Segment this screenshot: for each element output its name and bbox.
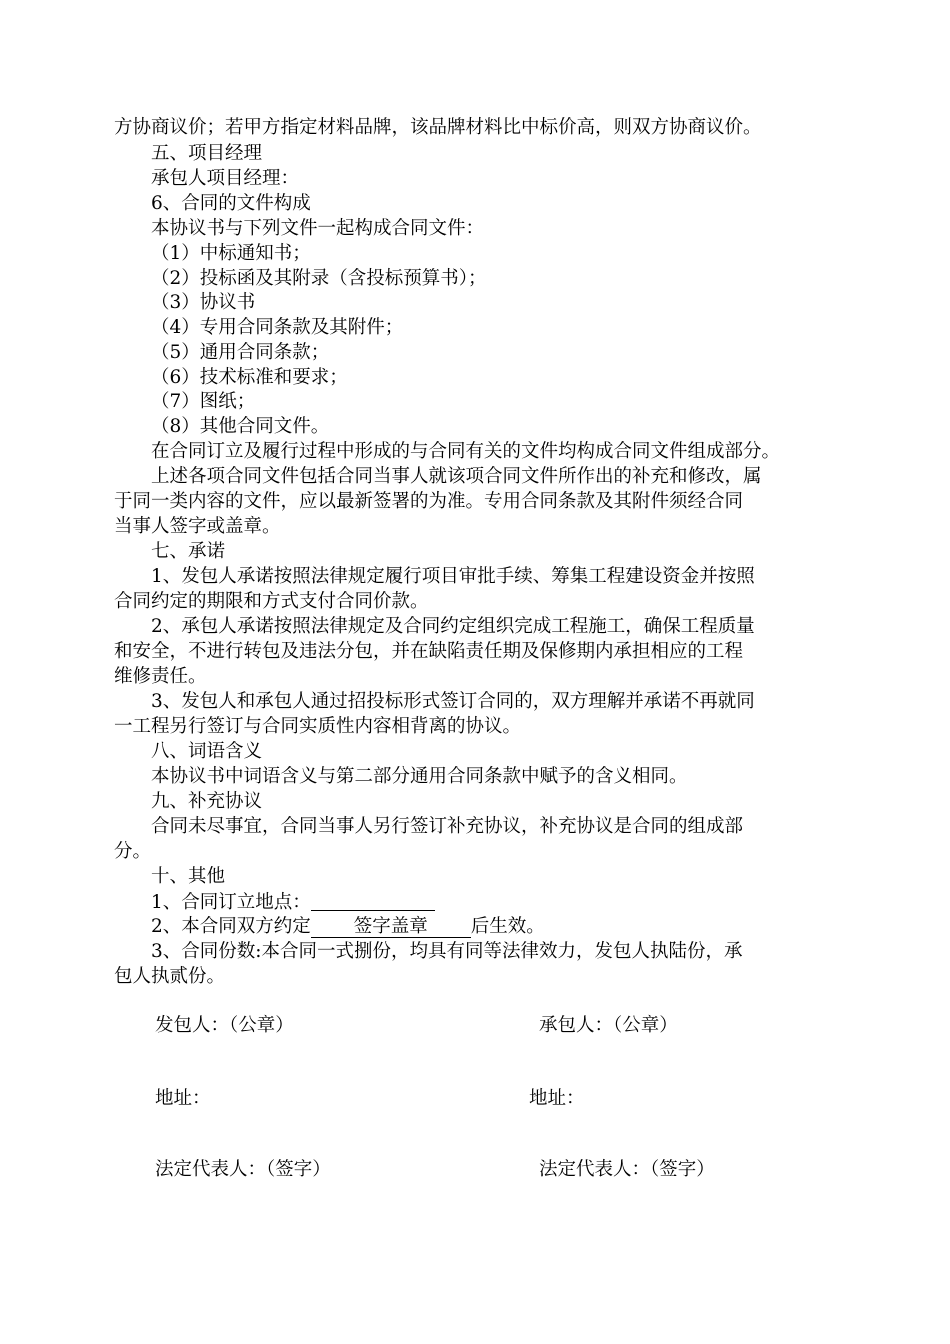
section-10-heading: 十、其他 bbox=[151, 866, 226, 887]
signing-place-row bbox=[151, 890, 435, 915]
section-7-heading: 七、承诺 bbox=[151, 541, 226, 562]
commitment-3-line-1: 3、发包人和承包人通过招投标形式签订合同的，双方理解并承诺不再就同 bbox=[151, 691, 755, 712]
commitment-1-line-2: 合同约定的期限和方式支付合同价款。 bbox=[114, 591, 429, 612]
signing-place-label: 1、合同订立地点： bbox=[151, 892, 311, 913]
section-8-paragraph: 本协议书中词语含义与第二部分通用合同条款中赋予的含义相同。 bbox=[151, 766, 688, 787]
commitment-1-line-1: 1、发包人承诺按照法律规定履行项目审批手续、筹集工程建设资金并按照 bbox=[151, 566, 755, 587]
section-6-paragraph-2-line-2: 于同一类内容的文件，应以最新签署的为准。专用合同条款及其附件须经合同 bbox=[114, 491, 744, 512]
employer-seal-label: 发包人：（公章） bbox=[155, 1015, 294, 1036]
paragraph-continuation: 方协商议价；若甲方指定材料品牌，该品牌材料比中标价高，则双方协商议价。 bbox=[114, 117, 762, 138]
document-list-item: （5）通用合同条款； bbox=[151, 342, 330, 363]
document-list-item: （4）专用合同条款及其附件； bbox=[151, 317, 404, 338]
signing-place-blank[interactable] bbox=[311, 890, 435, 911]
commitment-2-line-3: 维修责任。 bbox=[114, 666, 207, 687]
commitment-2-line-2: 和安全，不进行转包及违法分包，并在缺陷责任期及保修期内承担相应的工程 bbox=[114, 641, 744, 662]
section-6-paragraph-1: 在合同订立及履行过程中形成的与合同有关的文件均构成合同文件组成部分。 bbox=[151, 441, 781, 462]
copies-line-2: 包人执贰份。 bbox=[114, 966, 226, 987]
contractor-seal-label: 承包人：（公章） bbox=[539, 1015, 678, 1036]
document-list-item: （7）图纸； bbox=[151, 391, 256, 412]
section-6-heading: 6、合同的文件构成 bbox=[151, 193, 311, 214]
project-manager-label: 承包人项目经理： bbox=[151, 168, 300, 189]
section-9-line-2: 分。 bbox=[114, 841, 152, 862]
effective-condition-fill: 签字盖章 bbox=[311, 917, 471, 938]
section-6-paragraph-2-line-1: 上述各项合同文件包括合同当事人就该项合同文件所作出的补充和修改，属 bbox=[151, 466, 762, 487]
effective-condition-row bbox=[151, 915, 545, 939]
document-list-item: （1）中标通知书； bbox=[151, 243, 311, 264]
section-8-heading: 八、词语含义 bbox=[151, 741, 263, 762]
section-9-heading: 九、补充协议 bbox=[151, 791, 263, 812]
contractor-rep-label: 法定代表人：（签字） bbox=[539, 1159, 715, 1180]
employer-rep-label: 法定代表人：（签字） bbox=[155, 1159, 331, 1180]
effective-condition-prefix: 2、本合同双方约定 bbox=[151, 916, 311, 937]
employer-address-label: 地址： bbox=[155, 1088, 211, 1109]
contractor-address-label: 地址： bbox=[529, 1088, 585, 1109]
copies-line-1: 3、合同份数:本合同一式捌份，均具有同等法律效力，发包人执陆份，承 bbox=[151, 941, 743, 962]
document-list-item: （3）协议书 bbox=[151, 292, 256, 313]
commitment-2-line-1: 2、承包人承诺按照法律规定及合同约定组织完成工程施工，确保工程质量 bbox=[151, 616, 755, 637]
document-list-item: （6）技术标准和要求； bbox=[151, 367, 348, 388]
section-6-intro: 本协议书与下列文件一起构成合同文件： bbox=[151, 218, 485, 239]
section-9-line-1: 合同未尽事宜，合同当事人另行签订补充协议，补充协议是合同的组成部 bbox=[151, 816, 744, 837]
commitment-3-line-2: 一工程另行签订与合同实质性内容相背离的协议。 bbox=[114, 716, 522, 737]
effective-condition-suffix: 后生效。 bbox=[470, 916, 545, 937]
document-list-item: （2）投标函及其附录（含投标预算书）； bbox=[151, 268, 487, 289]
section-5-heading: 五、项目经理 bbox=[151, 143, 263, 164]
document-list-item: （8）其他合同文件。 bbox=[151, 416, 330, 437]
section-6-paragraph-2-line-3: 当事人签字或盖章。 bbox=[114, 516, 281, 537]
